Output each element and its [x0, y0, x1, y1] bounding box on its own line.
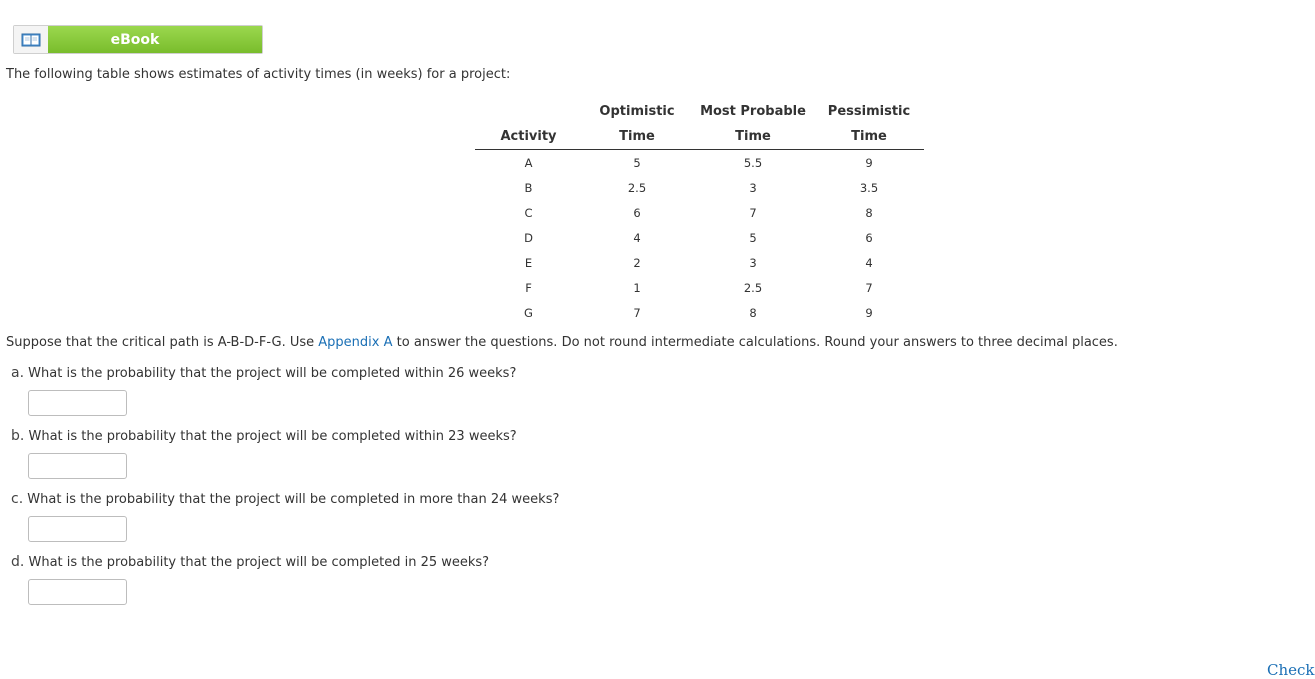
question-letter: b.: [11, 428, 25, 444]
question-d: [11, 554, 489, 570]
cell-activity: A: [524, 155, 533, 170]
table-header-row-2: [475, 124, 924, 150]
cell-most-probable: 8: [749, 305, 757, 320]
table-row: [475, 175, 924, 200]
table-row: [475, 250, 924, 275]
header-activity: Activity: [475, 124, 582, 150]
question-c: [11, 491, 559, 507]
cell-optimistic: 2.5: [627, 180, 647, 195]
instructions-before-link: Suppose that the critical path is A-B-D-F-G. Use: [6, 335, 319, 350]
header-pessimistic: Pessimistic: [827, 104, 911, 119]
cell-pessimistic: 4: [865, 255, 873, 270]
question-letter: c.: [11, 491, 24, 507]
cell-optimistic: 1: [633, 280, 641, 295]
question-text: What is the probability that the project will be completed in 25 weeks?: [28, 555, 490, 570]
header-most-probable: Most Probable: [700, 104, 806, 119]
cell-activity: B: [524, 180, 533, 195]
cell-pessimistic: 9: [865, 305, 873, 320]
table-row: [475, 150, 924, 176]
table-header-row-1: [475, 99, 924, 124]
ebook-label: eBook: [48, 26, 262, 53]
cell-pessimistic: 3.5: [859, 180, 879, 195]
answer-c-input[interactable]: [28, 516, 127, 542]
cell-optimistic: 4: [633, 230, 641, 245]
cell-activity: C: [524, 205, 533, 220]
cell-most-probable: 5.5: [743, 155, 763, 170]
cell-activity: G: [524, 305, 533, 320]
cell-optimistic: 7: [633, 305, 641, 320]
header-time-optimistic: Time: [582, 124, 692, 150]
cell-optimistic: 5: [633, 155, 641, 170]
ebook-button[interactable]: [13, 25, 263, 54]
book-icon: [14, 26, 48, 53]
cell-activity: F: [525, 280, 532, 295]
header-time-most-probable: Time: [692, 124, 814, 150]
cell-optimistic: 6: [633, 205, 641, 220]
table-row: [475, 225, 924, 250]
answer-b-input[interactable]: [28, 453, 127, 479]
cell-pessimistic: 9: [865, 155, 873, 170]
answer-d-input[interactable]: [28, 579, 127, 605]
cell-pessimistic: 6: [865, 230, 873, 245]
question-a: [11, 365, 516, 381]
cell-activity: D: [524, 230, 533, 245]
appendix-a-link[interactable]: Appendix A: [318, 335, 393, 350]
cell-activity: E: [524, 255, 533, 270]
cell-pessimistic: 7: [865, 280, 873, 295]
instructions-text: [6, 335, 1118, 350]
header-optimistic: Optimistic: [599, 104, 675, 119]
cell-most-probable: 5: [749, 230, 757, 245]
cell-most-probable: 3: [749, 180, 757, 195]
activity-times-table: [475, 99, 924, 325]
answer-a-input[interactable]: [28, 390, 127, 416]
intro-text: The following table shows estimates of activity times (in weeks) for a project:: [6, 67, 511, 82]
cell-pessimistic: 8: [865, 205, 873, 220]
cell-optimistic: 2: [633, 255, 641, 270]
question-text: What is the probability that the project will be completed within 26 weeks?: [28, 366, 517, 381]
question-b: [11, 428, 517, 444]
question-text: What is the probability that the project will be completed in more than 24 weeks?: [27, 492, 560, 507]
instructions-after-link: to answer the questions. Do not round intermediate calculations. Round your answers to three decimal places.: [392, 335, 1118, 350]
header-time-pessimistic: Time: [814, 124, 924, 150]
question-letter: a.: [11, 365, 25, 381]
table-row: [475, 275, 924, 300]
cell-most-probable: 2.5: [743, 280, 763, 295]
table-row: [475, 300, 924, 325]
check-button[interactable]: Check: [1267, 661, 1315, 679]
cell-most-probable: 7: [749, 205, 757, 220]
table-row: [475, 200, 924, 225]
cell-most-probable: 3: [749, 255, 757, 270]
question-text: What is the probability that the project will be completed within 23 weeks?: [28, 429, 517, 444]
question-letter: d.: [11, 554, 25, 570]
header-blank: [475, 99, 582, 124]
